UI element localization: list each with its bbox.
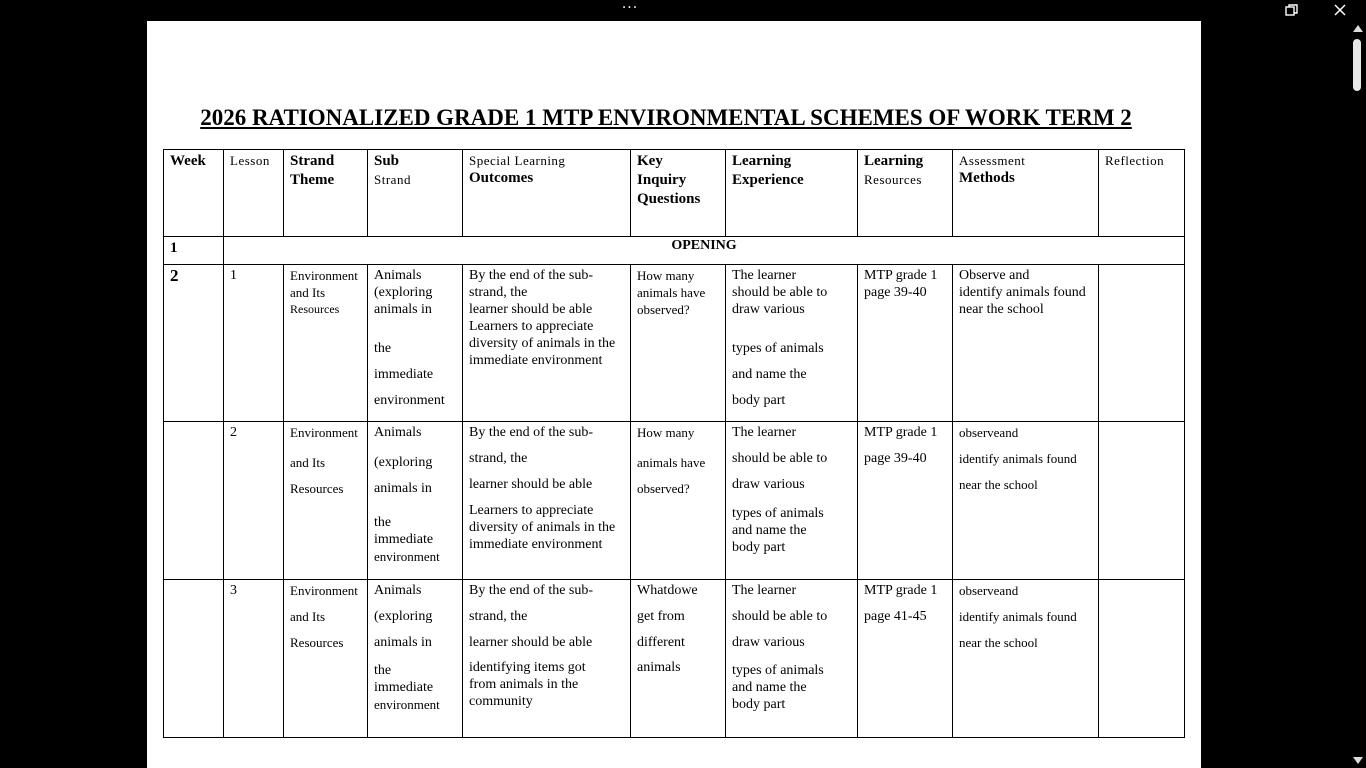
opening-label: OPENING [224, 237, 1185, 265]
header-experience: Learning Experience [726, 150, 858, 237]
sub-strand-cell: Animals (exploring animals in the immediate environment [368, 580, 463, 738]
outcomes-cell: By the end of the sub- strand, the learner should be able Learners to appreciate diversity of animals in the immediate environment [463, 265, 631, 422]
reflection-cell [1099, 580, 1185, 738]
restore-icon[interactable] [1284, 3, 1300, 17]
resources-cell: MTP grade 1 page 39-40 [858, 422, 953, 580]
opening-row [164, 237, 1185, 265]
close-icon[interactable] [1332, 2, 1348, 18]
week-cell [164, 580, 224, 738]
header-lesson: Lesson [224, 150, 284, 237]
strand-cell: Environment and Its Resources [284, 580, 368, 738]
lesson-cell: 1 [224, 265, 284, 422]
strand-cell: Environment and Its Resources [284, 422, 368, 580]
header-sub-strand: Sub Strand [368, 150, 463, 237]
outcomes-cell: By the end of the sub- strand, the learner should be able Learners to appreciate diversity of animals in the immediate environment [463, 422, 631, 580]
scrollbar-thumb[interactable] [1353, 39, 1361, 91]
header-questions: Key Inquiry Questions [631, 150, 726, 237]
experience-cell: The learner should be able to draw various types of animals and name the body part [726, 265, 858, 422]
vertical-scrollbar[interactable] [1349, 21, 1366, 768]
experience-cell: The learner should be able to draw various types of animals and name the body part [726, 422, 858, 580]
sub-strand-cell: Animals (exploring animals in the immediate environment [368, 265, 463, 422]
resources-cell: MTP grade 1 page 39-40 [858, 265, 953, 422]
reflection-cell [1099, 265, 1185, 422]
table-row [164, 265, 1185, 422]
assessment-cell: Observe and identify animals found near the school [953, 265, 1099, 422]
table-row [164, 422, 1185, 580]
more-options-button[interactable]: ··· [621, 0, 639, 16]
window-title-bar [0, 0, 1366, 20]
sub-strand-cell: Animals (exploring animals in the immediate environment [368, 422, 463, 580]
document-title: 2026 RATIONALIZED GRADE 1 MTP ENVIRONMENTAL SCHEMES OF WORK TERM 2 [200, 105, 1132, 130]
lesson-cell: 2 [224, 422, 284, 580]
scroll-down-arrow-icon[interactable] [1353, 757, 1363, 764]
lesson-cell: 3 [224, 580, 284, 738]
week-cell [164, 422, 224, 580]
assessment-cell: observeand identify animals found near the school [953, 580, 1099, 738]
header-assessment: Assessment Methods [953, 150, 1099, 237]
header-row [164, 150, 1185, 237]
header-reflection: Reflection [1099, 150, 1185, 237]
table-row [164, 580, 1185, 738]
questions-cell: How many animals have observed? [631, 265, 726, 422]
strand-cell: Environment and Its Resources [284, 265, 368, 422]
week-cell: 2 [164, 265, 224, 422]
opening-week: 1 [164, 237, 224, 265]
experience-cell: The learner should be able to draw various types of animals and name the body part [726, 580, 858, 738]
reflection-cell [1099, 422, 1185, 580]
header-week: Week [164, 150, 224, 237]
header-outcomes: Special Learning Outcomes [463, 150, 631, 237]
document-page [147, 21, 1201, 768]
scroll-up-arrow-icon[interactable] [1353, 25, 1363, 32]
header-resources: Learning Resources [858, 150, 953, 237]
header-strand: Strand Theme [284, 150, 368, 237]
questions-cell: How many animals have observed? [631, 422, 726, 580]
outcomes-cell: By the end of the sub- strand, the learner should be able identifying items got from animals in the community [463, 580, 631, 738]
resources-cell: MTP grade 1 page 41-45 [858, 580, 953, 738]
assessment-cell: observeand identify animals found near the school [953, 422, 1099, 580]
questions-cell: Whatdowe get from different animals [631, 580, 726, 738]
schemes-of-work-table [163, 149, 1185, 738]
